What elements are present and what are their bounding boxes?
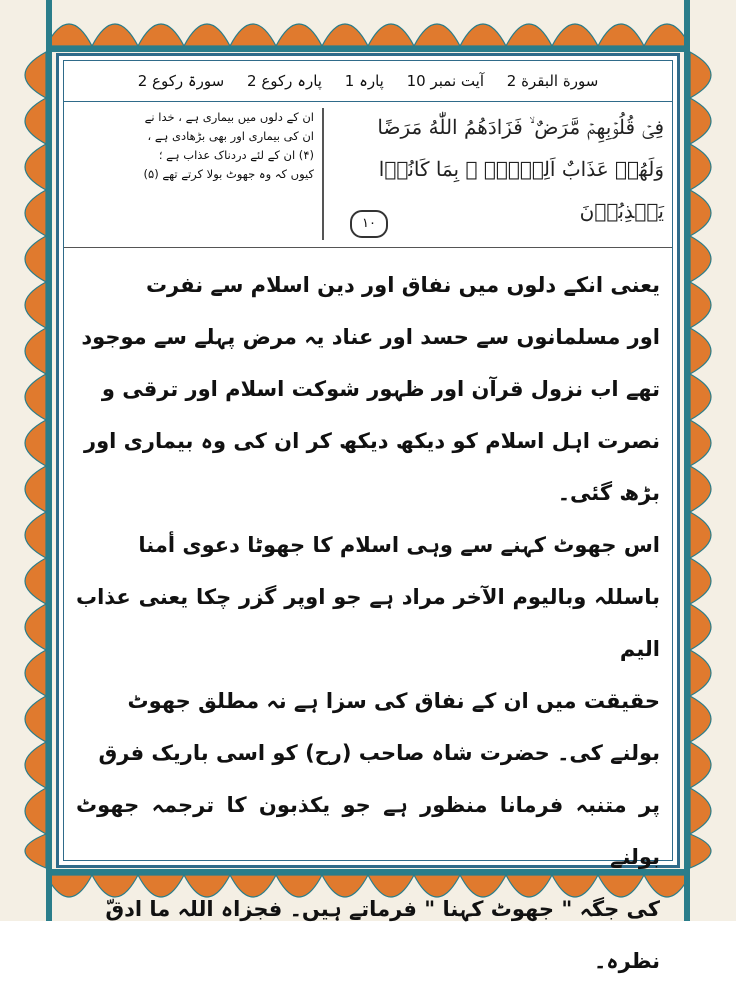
translation-line: کیوں کہ وہ جھوٹ بولا کرتے تھے (۵) — [143, 167, 314, 181]
verse-section — [64, 102, 672, 248]
page-content — [56, 53, 680, 973]
commentary-line: اور مسلمانوں سے حسد اور عناد یہ مرض پہلے سے موجود — [81, 325, 660, 349]
commentary-line: حقیقت میں ان کے نفاق کی سزا ہے نہ مطلق جھوٹ — [127, 689, 660, 713]
commentary-line: بڑھ گئی۔ — [557, 481, 660, 505]
header-ayah-number: آیت نمبر 10 — [406, 72, 484, 90]
translation-line: (۴) ان کے لئے دردناک عذاب ہے ؛ — [158, 148, 314, 162]
tafsir-commentary — [76, 259, 660, 987]
arabic-line: فِىۡ قُلُوۡبِهِمۡ مَّرَضٌ ۙ فَزَادَهُمُ اللّٰهُ مَرَضًا — [377, 115, 664, 139]
header-surah-ruku: سورۃ رکوع 2 — [137, 72, 225, 90]
commentary-line: نصرت اہل اسلام کو دیکھ دیکھ کر ان کی وہ بیماری اور — [84, 429, 660, 453]
page-inner-frame — [63, 60, 673, 973]
left-ornament-border — [0, 0, 52, 921]
top-ornament-border — [0, 0, 736, 52]
commentary-line: بولنے کی۔ حضرت شاہ صاحب (رح) کو اسی باریک فرق — [98, 741, 660, 765]
ayah-number-badge: ١٠ — [350, 210, 388, 238]
verse-translation — [64, 108, 320, 184]
surah-header — [64, 61, 672, 102]
header-surah-name: سورة البقرة 2 — [506, 72, 599, 90]
commentary-line: باسللہ وبالیوم الآخر مراد ہے جو اوپر گزر چکا یعنی عذاب الیم — [76, 585, 660, 661]
translation-line: ان کی بیماری اور بھی بڑھادی ہے ، — [147, 129, 314, 143]
verse-divider — [322, 108, 324, 240]
commentary-line: تھے اب نزول قرآن اور ظہور شوکت اسلام اور ترقی و — [101, 377, 660, 401]
translation-line: ان کے دلوں میں بیماری ہے ، خدا نے — [144, 110, 314, 124]
commentary-line: پر متنبہ فرمانا منظور ہے جو یکذبون کا ترجمہ جھوٹ بولنے — [76, 793, 660, 869]
right-ornament-border — [684, 0, 736, 921]
header-para: پارہ 1 — [344, 72, 384, 90]
arabic-line: وَلَهُمۡ عَذَابٌ اَلِيۡمٌۢ ۙ بِمَا كَانُوۡا يَكۡذِبُوۡنَ — [378, 157, 664, 223]
commentary-line: یعنی انکے دلوں میں نفاق اور دین اسلام سے نفرت — [145, 273, 660, 297]
commentary-line: اس جھوٹ کہنے سے وہی اسلام کا جھوٹا دعوی أمنا — [138, 533, 660, 557]
commentary-line: نظرہ۔ — [593, 949, 660, 973]
commentary-line: کی جگہ " جھوٹ کہنا " فرماتے ہیں۔ فجزاہ اللہ ما ادقّ — [105, 897, 660, 921]
header-para-ruku: پارہ رکوع 2 — [247, 72, 322, 90]
